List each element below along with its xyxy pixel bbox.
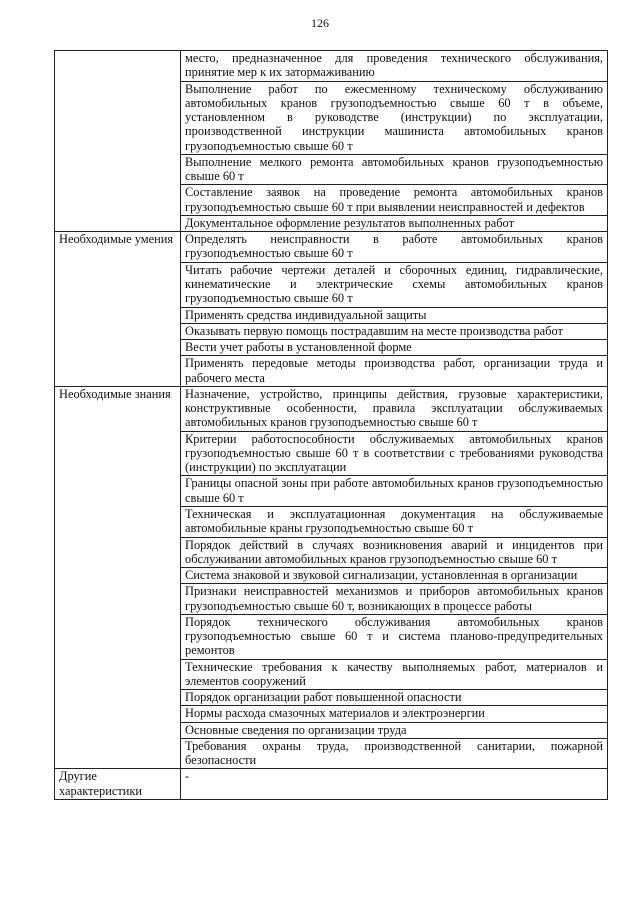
requirement-item: Применять передовые методы производства работ, организации труда и рабочего места [181,356,608,387]
requirement-item: Оказывать первую помощь пострадавшим на месте производства работ [181,323,608,339]
requirement-item: Применять средства индивидуальной защиты [181,307,608,323]
requirement-item: Порядок организации работ повышенной опасности [181,690,608,706]
section-label: Необходимые умения [55,232,181,387]
table-row [55,769,608,800]
requirement-item: Порядок действий в случаях возникновения аварий и инцидентов при обслуживании автомобильных кранов грузоподъемностью свыше 60 т [181,537,608,568]
requirement-item: Выполнение мелкого ремонта автомобильных кранов грузоподъемностью свыше 60 т [181,154,608,185]
requirement-item: Основные сведения по организации труда [181,722,608,738]
requirement-item: Документальное оформление результатов выполненных работ [181,215,608,231]
requirement-item: - [181,769,608,800]
requirement-item: Читать рабочие чертежи деталей и сборочных единиц, гидравлические, кинематические и электрические схемы автомобильных кранов грузоподъемностью свыше 60 т [181,262,608,307]
requirement-item: Техническая и эксплуатационная документация на обслуживаемые автомобильные краны грузоподъемностью свыше 60 т [181,506,608,537]
requirement-item: место, предназначенное для проведения технического обслуживания, принятие мер к их затормаживанию [181,51,608,82]
requirement-item: Признаки неисправностей механизмов и приборов автомобильных кранов грузоподъемностью свыше 60 т, возникающих в процессе работы [181,584,608,615]
table-row [55,232,608,263]
requirement-item: Составление заявок на проведение ремонта автомобильных кранов грузоподъемностью свыше 60 т при выявлении неисправностей и дефектов [181,185,608,216]
requirements-table [54,50,608,800]
requirement-item: Нормы расхода смазочных материалов и электроэнергии [181,706,608,722]
requirement-item: Система знаковой и звуковой сигнализации, установленная в организации [181,568,608,584]
requirement-item: Назначение, устройство, принципы действия, грузовые характеристики, конструктивные особенности, правила эксплуатации обслуживаемых автомобильных кранов грузоподъемностью свыше 60 т [181,386,608,431]
requirement-item: Критерии работоспособности обслуживаемых автомобильных кранов грузоподъемностью свыше 60 т в соответствии с требованиями руководства (инструкции) по эксплуатации [181,431,608,476]
page-number: 126 [311,16,329,30]
table-row [55,386,608,431]
requirement-item: Границы опасной зоны при работе автомобильных кранов грузоподъемностью свыше 60 т [181,476,608,507]
requirement-item: Технические требования к качеству выполняемых работ, материалов и элементов сооружений [181,659,608,690]
requirement-item: Требования охраны труда, производственной санитарии, пожарной безопасности [181,738,608,769]
section-label: Необходимые знания [55,386,181,769]
table-row [55,51,608,82]
section-label [55,51,181,232]
requirement-item: Определять неисправности в работе автомобильных кранов грузоподъемностью свыше 60 т [181,232,608,263]
requirements-table-body [55,51,608,800]
section-label: Другие характеристики [55,769,181,800]
requirement-item: Порядок технического обслуживания автомобильных кранов грузоподъемностью свыше 60 т и система планово-предупредительных ремонтов [181,614,608,659]
requirement-item: Вести учет работы в установленной форме [181,340,608,356]
requirement-item: Выполнение работ по ежесменному техническому обслуживанию автомобильных кранов грузоподъемностью свыше 60 т в объеме, установленном в руководстве (инструкции) по эксплуатации, производственной инструкции машиниста автомобильных кранов грузоподъемностью свыше 60 т [181,81,608,154]
